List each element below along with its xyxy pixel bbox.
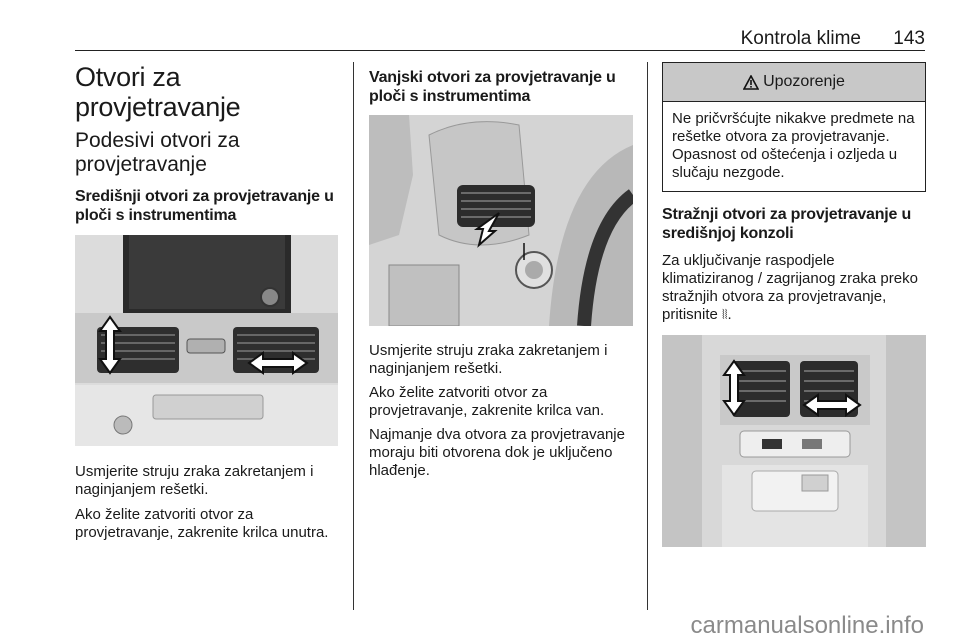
paragraph-text: Za uključivanje raspodjele klimatiziranog / zagrijanog zraka preko stražnjih otvora za provjetravanje, pritisnite	[662, 252, 918, 323]
section-heading-rear-vents: Stražnji otvori za provjetravanje u središnjoj konzoli	[662, 206, 912, 242]
rear-air-symbol-icon: ⦚⦚	[722, 307, 728, 322]
page-title: Otvori za provjetravanje	[75, 62, 241, 122]
paragraph-end: .	[727, 306, 732, 323]
column-1	[75, 62, 338, 542]
column-divider	[647, 62, 648, 610]
center-vents-illustration	[75, 235, 338, 446]
paragraph-rear-vents	[662, 252, 926, 324]
paragraph: Ako želite zatvoriti otvor za provjetravanje, zakrenite krilca van.	[369, 384, 605, 419]
paragraph: Najmanje dva otvora za provjetravanje moraju biti otvorena dok je uključeno hlađenje.	[369, 426, 625, 479]
paragraph: Usmjerite struju zraka zakretanjem i naginjanjem rešetki.	[369, 342, 608, 377]
chapter-title: Kontrola klime	[740, 28, 861, 49]
warning-triangle-icon	[743, 75, 759, 90]
page-number: 143	[893, 28, 925, 49]
warning-title: Upozorenje	[763, 73, 845, 90]
subtitle: Podesivi otvori za provjetravanje	[75, 129, 240, 176]
page-header	[75, 28, 925, 51]
paragraph: Usmjerite struju zraka zakretanjem i naginjanjem rešetki.	[75, 463, 314, 498]
warning-box	[662, 62, 926, 192]
column-2	[369, 62, 633, 480]
section-heading-side-vents: Vanjski otvori za provjetravanje u ploči s instrumentima	[369, 69, 616, 105]
section-heading-center-vents: Središnji otvori za provjetravanje u ploči s instrumentima	[75, 188, 334, 224]
warning-header	[663, 63, 925, 102]
warning-text: Ne pričvršćujte nikakve predmete na rešetke otvora za provjetravanje. Opasnost od oštećenja i ozljeda u slučaju nezgode.	[672, 110, 915, 181]
paragraph: Ako želite zatvoriti otvor za provjetravanje, zakrenite krilca unutra.	[75, 506, 329, 541]
column-divider	[353, 62, 354, 610]
rear-vents-illustration	[662, 335, 926, 547]
watermark: carmanualsonline.info	[690, 612, 924, 639]
side-vents-illustration	[369, 115, 633, 326]
column-3	[662, 62, 926, 547]
